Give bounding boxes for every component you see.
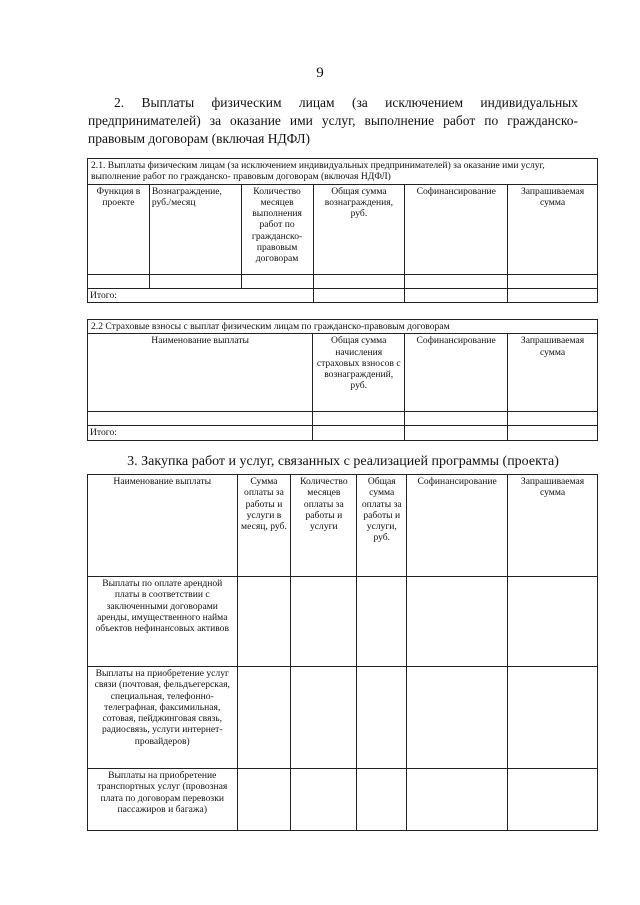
empty-cell[interactable] [313, 274, 405, 288]
row-label: Выплаты по оплате арендной платы в соответствии с заключенными договорами аренды, имущественного найма объектов нефинансовых активов [88, 577, 238, 667]
table-row [88, 274, 598, 288]
total-row [88, 426, 598, 440]
column-header: Количество месяцев оплаты за работы и услуги [291, 475, 357, 577]
table-2-2 [87, 319, 598, 441]
total-label: Итого: [88, 426, 313, 440]
column-header: Наименование выплаты [88, 475, 238, 577]
empty-cell[interactable] [508, 667, 598, 769]
empty-cell[interactable] [407, 769, 508, 831]
column-header: Софинансирование [407, 475, 508, 577]
column-header: Запрашиваемая сумма [508, 475, 598, 577]
empty-cell[interactable] [88, 412, 313, 426]
total-row [88, 288, 598, 302]
column-header: Запрашиваемая сумма [508, 334, 598, 412]
empty-cell[interactable] [88, 274, 150, 288]
section-3-heading: 3. Закупка работ и услуг, связанных с реализацией программы (проекта) [127, 454, 559, 469]
empty-cell[interactable] [357, 769, 407, 831]
empty-cell[interactable] [237, 577, 291, 667]
empty-cell[interactable] [508, 274, 598, 288]
column-header: Наименование выплаты [88, 334, 313, 412]
column-header: Общая сумма начисления страховых взносов с вознаграждений, руб. [313, 334, 405, 412]
empty-cell[interactable] [508, 426, 598, 440]
empty-cell[interactable] [508, 769, 598, 831]
column-header: Запрашиваемая сумма [508, 184, 598, 274]
empty-cell[interactable] [508, 288, 598, 302]
empty-cell[interactable] [407, 667, 508, 769]
table-caption: 2.1. Выплаты физическим лицам (за исключением индивидуальных предпринимателей) за оказание ими услуг, выполнение работ по гражданско- правовым договорам (включая НДФЛ) [88, 159, 598, 185]
row-label: Выплаты на приобретение транспортных услуг (провозная плата по договорам перевозки пассажиров и багажа) [88, 769, 238, 831]
empty-cell[interactable] [407, 577, 508, 667]
empty-cell[interactable] [405, 288, 508, 302]
column-header: Общая сумма оплаты за работы и услуги, руб. [357, 475, 407, 577]
empty-cell[interactable] [313, 288, 405, 302]
empty-cell[interactable] [291, 769, 357, 831]
table-row [88, 769, 598, 831]
row-label: Выплаты на приобретение услуг связи (почтовая, фельдъегерская, специальная, телефонно-телеграфная, факсимильная, сотовая, пейджинговая связь, радиосвязь, услуги интернет-провайдеров) [88, 667, 238, 769]
column-header: Софинансирование [405, 184, 508, 274]
table-caption: 2.2 Страховые взносы с выплат физическим лицам по гражданско-правовым договорам [88, 320, 598, 334]
empty-cell[interactable] [508, 577, 598, 667]
empty-cell[interactable] [357, 577, 407, 667]
column-header: Софинансирование [405, 334, 508, 412]
empty-cell[interactable] [237, 667, 291, 769]
column-header: Сумма оплаты за работы и услуги в месяц, руб. [237, 475, 291, 577]
empty-cell[interactable] [149, 274, 241, 288]
empty-cell[interactable] [405, 274, 508, 288]
page-number: 9 [316, 65, 324, 81]
empty-cell[interactable] [291, 577, 357, 667]
empty-cell[interactable] [508, 412, 598, 426]
table-3 [87, 474, 598, 831]
table-row [88, 412, 598, 426]
section-2-heading: 2. Выплаты физическим лицам (за исключением индивидуальных предпринимателей) за оказание ими услуг, выполнение работ по гражданско-правовым договорам (включая НДФЛ) [88, 95, 578, 146]
empty-cell[interactable] [313, 426, 405, 440]
empty-cell[interactable] [291, 667, 357, 769]
column-header: Общая сумма вознаграждения, руб. [313, 184, 405, 274]
column-header: Количество месяцев выполнения работ по гражданско-правовым договорам [241, 184, 313, 274]
empty-cell[interactable] [357, 667, 407, 769]
table-2-1 [87, 158, 598, 303]
table-row [88, 667, 598, 769]
empty-cell[interactable] [405, 426, 508, 440]
empty-cell[interactable] [237, 769, 291, 831]
total-label: Итого: [88, 288, 314, 302]
column-header: Вознаграждение, руб./месяц [149, 184, 241, 274]
empty-cell[interactable] [313, 412, 405, 426]
empty-cell[interactable] [241, 274, 313, 288]
empty-cell[interactable] [405, 412, 508, 426]
column-header: Функция в проекте [88, 184, 150, 274]
table-row [88, 577, 598, 667]
